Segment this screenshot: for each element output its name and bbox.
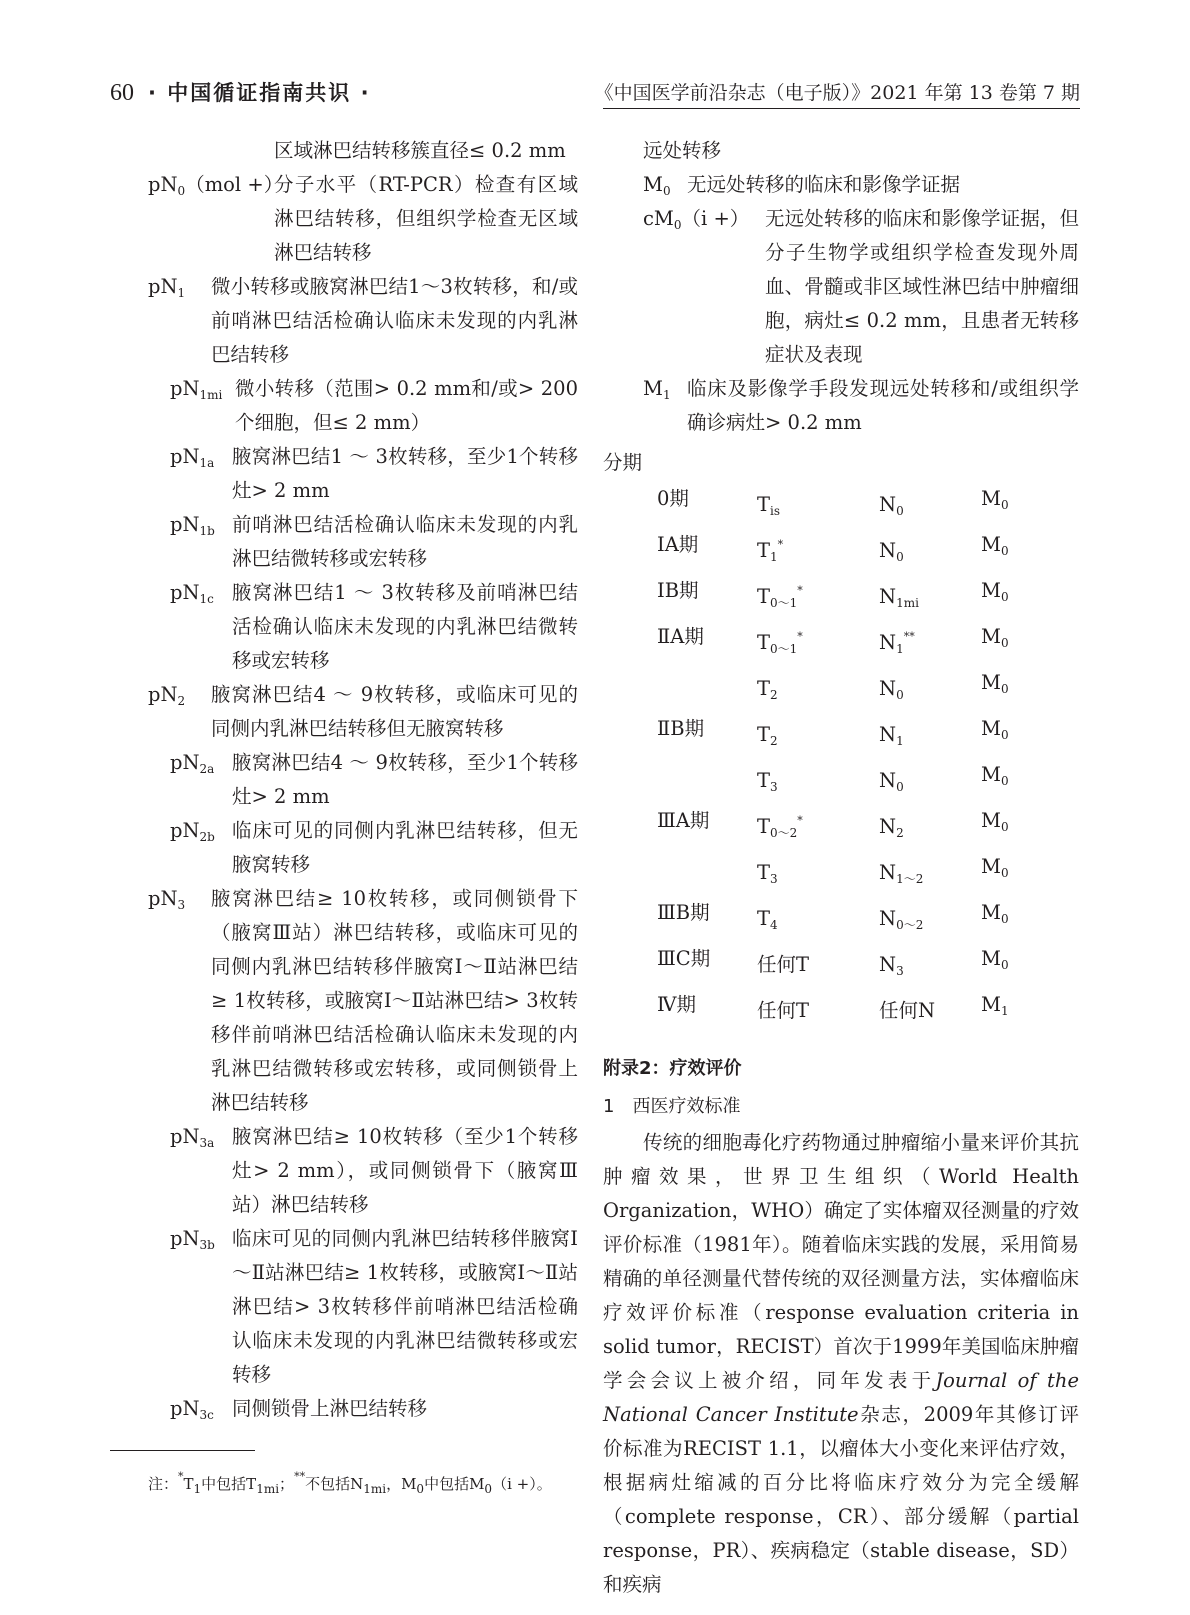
stage-cell xyxy=(657,758,757,804)
entry-pn0-mol xyxy=(148,168,578,270)
m-cell: $M_1$ xyxy=(981,993,1009,1018)
entry-pn3c xyxy=(170,1392,578,1426)
n-cell: $N_0$ xyxy=(879,539,904,564)
t-cell: $T_3$ xyxy=(757,861,778,886)
t-cell: $T_{0\sim 2}^*$ xyxy=(757,814,803,840)
label-pn1a: $pN_{1a}$ xyxy=(170,445,215,470)
m-cell: $M_0$ xyxy=(981,625,1009,650)
t-cell: $T_2$ xyxy=(757,723,778,748)
m-cell: $M_0$ xyxy=(981,855,1009,880)
entry-cm0 xyxy=(643,202,1079,372)
journal-name: Journal of the National Cancer Institute xyxy=(603,1369,1079,1426)
staging-row xyxy=(657,942,1009,988)
stage-cell: Ⅳ期 xyxy=(657,993,696,1016)
text-pn1a: 腋窝淋巴结1 ～ 3枚转移，至少1个转移灶> 2 mm xyxy=(232,445,578,502)
entry-pn1 xyxy=(148,270,578,372)
journal-info: 《中国医学前沿杂志（电子版）》2021 年第 13 卷第 7 期 xyxy=(594,82,1080,104)
label-pn1b: $pN_{1b}$ xyxy=(170,513,215,538)
label-pn1: $pN_1$ xyxy=(148,275,186,300)
label-pn2a: $pN_{2a}$ xyxy=(170,751,215,776)
entry-m1 xyxy=(643,372,1079,440)
page-number: 60 xyxy=(110,80,134,106)
m-continuation: 远处转移 xyxy=(643,139,722,162)
t-cell: $T_2$ xyxy=(757,677,778,702)
t-cell: 任何T xyxy=(757,953,810,976)
label-m1: $M_1$ xyxy=(643,377,671,402)
stage-cell xyxy=(657,850,757,896)
text-m1: 临床及影像学手段发现远处转移和/或组织学确诊病灶> 0.2 mm xyxy=(687,377,1079,434)
stage-cell: ⅡB期 xyxy=(657,717,705,740)
staging-row xyxy=(657,988,1009,1034)
label-pn2: $pN_2$ xyxy=(148,683,186,708)
left-column xyxy=(148,134,578,1426)
text-pn3b: 临床可见的同侧内乳淋巴结转移伴腋窝Ⅰ～Ⅱ站淋巴结≥ 1枚转移，或腋窝Ⅰ～Ⅱ站淋巴结> 3枚转移伴前哨淋巴结活检确认临床未发现的内乳淋巴结微转移或宏转移 xyxy=(232,1227,578,1386)
stage-cell xyxy=(657,666,757,712)
entry-pn3a xyxy=(170,1120,578,1222)
label-pn3b: $pN_{3b}$ xyxy=(170,1227,215,1252)
right-column xyxy=(603,134,1079,1602)
t-cell: $T_3$ xyxy=(757,769,778,794)
running-header-left xyxy=(110,78,371,108)
stage-cell: ⅠA期 xyxy=(657,533,699,556)
staging-row xyxy=(657,482,1009,528)
staging-row xyxy=(657,758,1009,804)
stage-cell: ⅡA期 xyxy=(657,625,704,648)
text-pn2a: 腋窝淋巴结4 ～ 9枚转移，至少1个转移灶> 2 mm xyxy=(232,751,578,808)
stage-cell: ⅢA期 xyxy=(657,809,710,832)
n-cell: $N_1^{**}$ xyxy=(879,630,915,656)
entry-pn2 xyxy=(148,678,578,746)
m-cell: $M_0$ xyxy=(981,671,1009,696)
stage-cell: 0期 xyxy=(657,487,689,510)
staging-row xyxy=(657,804,1009,850)
n-cell: $N_{1mi}$ xyxy=(879,585,919,610)
text-pn0-mol: 分子水平（RT-PCR）检查有区域淋巴结转移，但组织学检查无区域淋巴结转移 xyxy=(274,173,578,264)
m-cell: $M_0$ xyxy=(981,763,1009,788)
t-cell: $T_1^*$ xyxy=(757,538,784,564)
m-cell: $M_0$ xyxy=(981,809,1009,834)
staging-row xyxy=(657,896,1009,942)
entry-pn3b xyxy=(170,1222,578,1392)
m-cell: $M_0$ xyxy=(981,579,1009,604)
staging-row xyxy=(657,620,1009,666)
text-cm0: 无远处转移的临床和影像学证据，但分子生物学或组织学检查发现外周血、骨髓或非区域性淋巴结中肿瘤细胞，病灶≤ 0.2 mm，且患者无转移症状及表现 xyxy=(765,207,1079,366)
t-cell: $T_4$ xyxy=(757,907,778,932)
label-pn1mi: $pN_{1mi}$ xyxy=(170,377,223,402)
stage-cell: ⅢB期 xyxy=(657,901,710,924)
text-pn1c: 腋窝淋巴结1 ～ 3枚转移及前哨淋巴结活检确认临床未发现的内乳淋巴结微转移或宏转移 xyxy=(232,581,578,672)
pn0-continuation: 区域淋巴结转移簇直径≤ 0.2 mm xyxy=(274,139,566,162)
t-cell: $T_{0\sim 1}^*$ xyxy=(757,630,803,656)
t-cell: $T_{is}$ xyxy=(757,493,781,518)
n-cell: $N_0$ xyxy=(879,493,904,518)
entry-pn1mi xyxy=(170,372,578,440)
n-cell: 任何N xyxy=(879,999,936,1022)
header-rule xyxy=(603,108,1080,109)
text-pn2: 腋窝淋巴结4 ～ 9枚转移，或临床可见的同侧内乳淋巴结转移但无腋窝转移 xyxy=(211,683,578,740)
footnote: 注：$^*T_1$中包括$T_{1mi}$；**不包括$N_{1mi}$，$M_0$中包括$M_0(i$ +）。 xyxy=(148,1470,552,1496)
m-cell: $M_0$ xyxy=(981,901,1009,926)
entry-pn1c xyxy=(170,576,578,678)
text-pn2b: 临床可见的同侧内乳淋巴结转移，但无腋窝转移 xyxy=(232,819,578,876)
t-cell: 任何T xyxy=(757,999,810,1022)
entry-pn1a xyxy=(170,440,578,508)
entry-pn3 xyxy=(148,882,578,1120)
stage-cell: ⅢC期 xyxy=(657,947,711,970)
m-cell: $M_0$ xyxy=(981,533,1009,558)
body-paragraph: 传统的细胞毒化疗药物通过肿瘤缩小量来评价其抗肿瘤效果，世界卫生组织（World Health Organization，WHO）确定了实体瘤双径测量的疗效评价标准（1981年）。随着临床实践的发展，采用简易精确的单径测量代替传统的双径测量方法，实体瘤临床疗效评价标准（response evaluation criteria in solid tumor，RECIST）首次于1999年美国临床肿瘤学会会议上被介绍，同年发表于Journal of the National Cancer Institute杂志，2009年其修订评价标准为RECIST 1.1，以瘤体大小变化来评估疗效，根据病灶缩减的百分比将临床疗效分为完全缓解（complete response，CR）、部分缓解（partial response，PR）、疾病稳定（stable disease，SD）和疾病 xyxy=(603,1131,1079,1596)
text-pn3: 腋窝淋巴结≥ 10枚转移，或同侧锁骨下（腋窝Ⅲ站）淋巴结转移，或临床可见的同侧内乳淋巴结转移伴腋窝Ⅰ～Ⅱ站淋巴结≥ 1枚转移，或腋窝Ⅰ～Ⅱ站淋巴结> 3枚转移伴前哨淋巴结活检确认临床未发现的内乳淋巴结微转移或宏转移，或同侧锁骨上淋巴结转移 xyxy=(211,887,578,1114)
t-cell: $T_{0\sim 1}^*$ xyxy=(757,584,803,610)
footnote-rule xyxy=(110,1450,255,1451)
label-pn2b: $pN_{2b}$ xyxy=(170,819,215,844)
n-cell: $N_1$ xyxy=(879,723,904,748)
n-cell: $N_2$ xyxy=(879,815,904,840)
staging-table xyxy=(657,482,1009,1034)
staging-row xyxy=(657,712,1009,758)
entry-m0 xyxy=(643,168,1079,202)
entry-pn2b xyxy=(170,814,578,882)
m-cell: $M_0$ xyxy=(981,947,1009,972)
staging-row xyxy=(657,850,1009,896)
text-m0: 无远处转移的临床和影像学证据 xyxy=(687,173,961,196)
label-pn0-mol: $pN_0(mol$ +） xyxy=(148,173,284,198)
staging-title: 分期 xyxy=(603,451,643,474)
label-pn3: $pN_3$ xyxy=(148,887,186,912)
staging-row xyxy=(657,666,1009,712)
text-pn3c: 同侧锁骨上淋巴结转移 xyxy=(232,1397,428,1420)
staging-row xyxy=(657,528,1009,574)
text-pn1mi: 微小转移（范围> 0.2 mm和/或> 200个细胞，但≤ 2 mm） xyxy=(235,377,578,434)
staging-row xyxy=(657,574,1009,620)
n-cell: $N_0$ xyxy=(879,677,904,702)
journal-section: · 中国循证指南共识 · xyxy=(148,81,371,105)
label-pn3a: $pN_{3a}$ xyxy=(170,1125,215,1150)
n-cell: $N_{1\sim 2}$ xyxy=(879,861,924,886)
label-pn3c: $pN_{3c}$ xyxy=(170,1397,214,1422)
text-pn3a: 腋窝淋巴结≥ 10枚转移（至少1个转移灶> 2 mm），或同侧锁骨下（腋窝Ⅲ站）淋巴结转移 xyxy=(232,1125,578,1216)
label-pn1c: $pN_{1c}$ xyxy=(170,581,214,606)
label-cm0: $cM_0(i$ +） xyxy=(643,207,750,232)
entry-pn2a xyxy=(170,746,578,814)
n-cell: $N_{0\sim 2}$ xyxy=(879,907,924,932)
m-cell: $M_0$ xyxy=(981,717,1009,742)
section-title: 1 西医疗效标准 xyxy=(603,1096,741,1117)
entry-pn1b xyxy=(170,508,578,576)
label-m0: $M_0$ xyxy=(643,173,671,198)
n-cell: $N_0$ xyxy=(879,769,904,794)
n-cell: $N_3$ xyxy=(879,953,904,978)
m-cell: $M_0$ xyxy=(981,487,1009,512)
text-pn1: 微小转移或腋窝淋巴结1～3枚转移，和/或前哨淋巴结活检确认临床未发现的内乳淋巴结转移 xyxy=(211,275,578,366)
text-pn1b: 前哨淋巴结活检确认临床未发现的内乳淋巴结微转移或宏转移 xyxy=(232,513,578,570)
stage-cell: ⅠB期 xyxy=(657,579,699,602)
appendix-title: 附录2：疗效评价 xyxy=(603,1058,742,1079)
